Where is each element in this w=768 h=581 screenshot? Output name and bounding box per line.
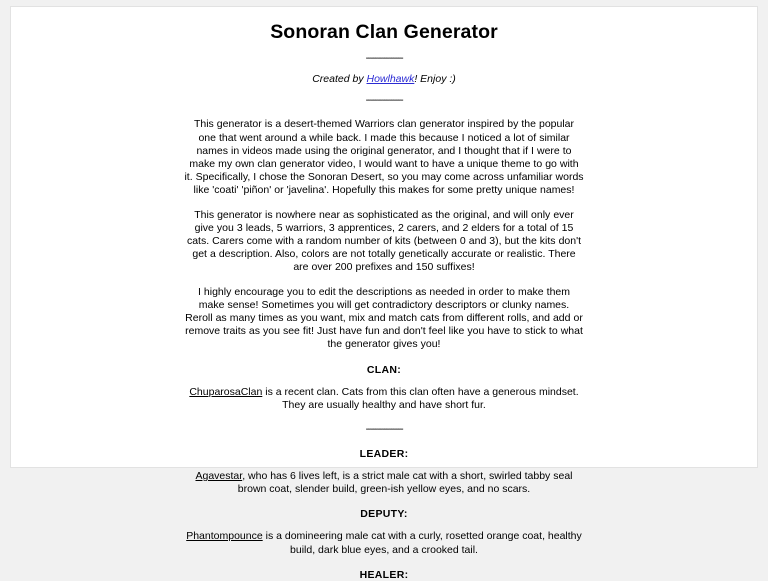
deputy-name: Phantompounce xyxy=(186,530,263,543)
leader-entry xyxy=(184,470,584,496)
author-link[interactable]: Howlhawk xyxy=(366,73,415,86)
section-heading-deputy: DEPUTY: xyxy=(360,508,408,521)
leader-description: , who has 6 lives left, is a strict male cat with a short, swirled tabby seal brown coat, slender build, green-ish yellow eyes, and no scars. xyxy=(237,470,573,496)
section-heading-healer: HEALER: xyxy=(359,568,409,581)
section-heading-clan: CLAN: xyxy=(366,363,402,376)
document-page xyxy=(10,6,758,581)
clan-description: is a recent clan. Cats from this clan often have a generous mindset. They are usually healthy and have short fur. xyxy=(262,385,579,411)
byline xyxy=(184,72,584,86)
section-heading-leader: LEADER: xyxy=(359,448,409,461)
divider-after-byline: ---------------- xyxy=(365,94,403,107)
leader-name: Agavestar xyxy=(195,470,243,483)
divider-after-clan: ---------------- xyxy=(365,423,403,436)
deputy-description: is a domineering male cat with a curly, rosetted orange coat, healthy build, dark blue eyes, and a crooked tail. xyxy=(262,530,582,556)
document-body xyxy=(184,7,584,581)
byline-suffix: ! Enjoy :) xyxy=(414,73,456,86)
deputy-entry xyxy=(184,530,584,556)
clan-name: ChuparosaClan xyxy=(189,385,263,398)
intro-paragraph-1: This generator is a desert-themed Warriors clan generator inspired by the popular one that went around a while back. I made this because I noticed a lot of similar names in videos made using the original generator, and I thought that if I were to make my own clan generator video, I would want to have a unique theme to go with it. Specifically, I chose the Sonoran Desert, so you may come across unfamiliar words like 'coati' 'piñon' or 'javelina'. Hopefully this makes for some pretty unique names! xyxy=(184,118,584,197)
page-title: Sonoran Clan Generator xyxy=(270,21,498,43)
intro-paragraph-3: I highly encourage you to edit the descriptions as needed in order to make them make sense! Sometimes you will get contradictory descriptors or clunky names. Reroll as many times as you want, mix and match cats from different rolls, and add or remove traits as you see fit! Just have fun and don't feel like you have to stick to what the generator gives you! xyxy=(185,285,583,351)
clan-entry xyxy=(184,386,584,412)
intro-paragraph-2: This generator is nowhere near as sophisticated as the original, and will only ever give you 3 leads, 5 warriors, 3 apprentices, 2 carers, and 2 elders for a total of 15 cats. Carers come with a random number of kits (between 0 and 3), but the kits don't get a description. Also, colors are not totally genetically accurate or realistic. There are over 200 prefixes and 150 suffixes! xyxy=(186,208,582,274)
byline-prefix: Created by xyxy=(312,73,367,86)
divider-top: ---------------- xyxy=(365,52,403,65)
intro-block xyxy=(184,118,584,351)
